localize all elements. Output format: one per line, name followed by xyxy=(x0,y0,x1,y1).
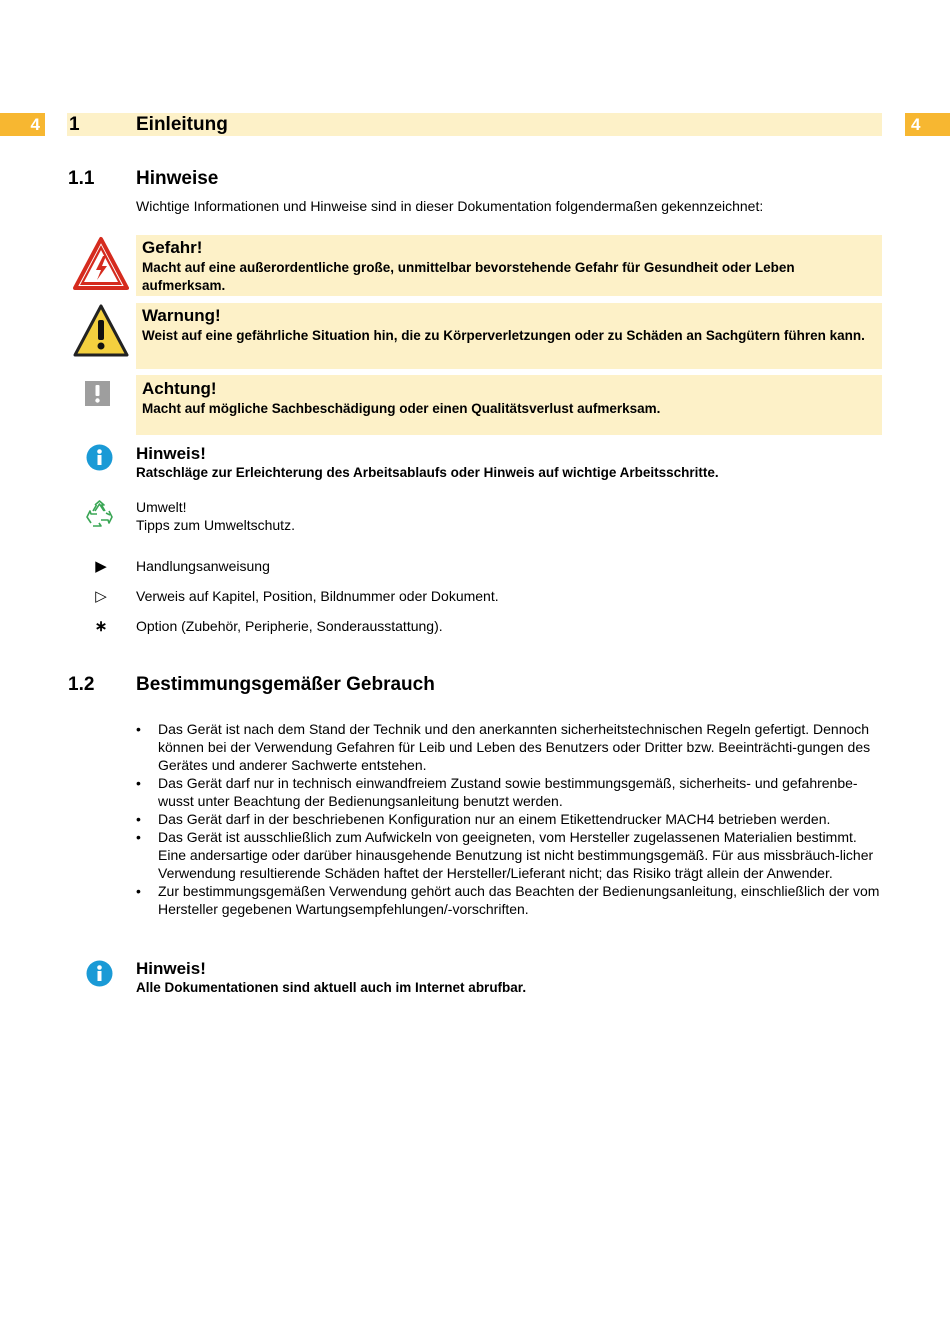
chapter-number: 1 xyxy=(69,114,80,135)
list-item xyxy=(136,774,886,810)
list-item xyxy=(136,720,886,774)
danger-notice xyxy=(136,235,882,296)
section-1-1-number: 1.1 xyxy=(68,168,95,189)
caution-notice xyxy=(136,375,882,435)
danger-title: Gefahr! xyxy=(142,238,203,257)
info-icon xyxy=(86,960,113,992)
page-number-left-text: 4 xyxy=(30,115,40,134)
warning-icon xyxy=(73,303,129,364)
chapter-header xyxy=(67,113,882,136)
caution-body: Macht auf mögliche Sachbeschädigung oder einen Qualitätsverlust aufmerksam. xyxy=(142,401,661,416)
action-arrow-icon: ▶ xyxy=(95,558,107,575)
warning-notice xyxy=(136,303,882,369)
option-asterisk-icon: ∗ xyxy=(94,618,108,635)
list-item xyxy=(136,828,886,882)
bullet-glyph: • xyxy=(136,721,141,737)
environment-body: Tipps zum Umweltschutz. xyxy=(136,517,295,533)
danger-electric-icon xyxy=(73,236,129,297)
final-note-title: Hinweis! xyxy=(136,959,206,978)
reference-arrow-icon: ▷ xyxy=(95,588,107,605)
page-number-right xyxy=(905,113,950,136)
danger-body: Macht auf eine außerordentliche große, unmittelbar bevorstehende Gefahr für Gesundheit oder Leben aufmerksam. xyxy=(142,260,795,293)
final-note-body: Alle Dokumentationen sind aktuell auch im Internet abrufbar. xyxy=(136,980,527,995)
caution-icon xyxy=(85,381,110,406)
symbol-label-reference: Verweis auf Kapitel, Position, Bildnummer oder Dokument. xyxy=(136,588,499,604)
symbol-label-action: Handlungsanweisung xyxy=(136,558,270,574)
section-1-2-title: Bestimmungsgemäßer Gebrauch xyxy=(136,674,435,695)
bullet-glyph: • xyxy=(136,829,141,845)
section-1-1-intro: Wichtige Informationen und Hinweise sind in dieser Dokumentation folgendermaßen gekennzeichnet: xyxy=(136,198,764,214)
page-number-right-text: 4 xyxy=(911,115,921,134)
bullet-glyph: • xyxy=(136,883,141,899)
symbol-label-option: Option (Zubehör, Peripherie, Sonderausstattung). xyxy=(136,618,443,634)
note-title: Hinweis! xyxy=(136,444,206,463)
list-item-text: Zur bestimmungsgemäßen Verwendung gehört auch das Beachten der Bedienungsanleitung, einschließlich der vom Hersteller gegebenen Wartungsempfehlungen/-vorschriften. xyxy=(158,883,880,917)
bullet-glyph: • xyxy=(136,775,141,791)
usage-bullet-list xyxy=(136,720,886,918)
section-1-2-number: 1.2 xyxy=(68,674,95,695)
chapter-title: Einleitung xyxy=(136,114,228,135)
caution-title: Achtung! xyxy=(142,379,217,398)
list-item-text: Das Gerät darf in der beschriebenen Konfiguration nur an einem Etikettendrucker MACH4 betrieben werden. xyxy=(158,811,831,827)
section-1-1-title: Hinweise xyxy=(136,168,219,189)
bullet-glyph: • xyxy=(136,811,141,827)
recycle-icon xyxy=(84,499,115,535)
environment-title: Umwelt! xyxy=(136,499,187,515)
warning-title: Warnung! xyxy=(142,306,221,325)
list-item-text: Das Gerät ist ausschließlich zum Aufwickeln von geeigneten, vom Hersteller zugelassenen Materialien bestimmt. Eine andersartige oder darüber hinausgehende Benutzung ist nicht bestimmungsgemäß. Für aus missbräuch-licher Verwendung resultierende Schäden haftet der Hersteller/Lieferant nicht; das Risiko trägt allein der Anwender. xyxy=(158,829,874,881)
warning-body: Weist auf eine gefährliche Situation hin, die zu Körperverletzungen oder zu Schäden an Sachgütern führen kann. xyxy=(142,328,865,343)
list-item-text: Das Gerät darf nur in technisch einwandfreiem Zustand sowie bestimmungsgemäß, sicherheits- und gefahrenbe-wusst unter Beachtung der Bedienungsanleitung benutzt werden. xyxy=(158,775,858,809)
page-number-left xyxy=(0,113,45,136)
list-item xyxy=(136,882,886,918)
note-body: Ratschläge zur Erleichterung des Arbeitsablaufs oder Hinweis auf wichtige Arbeitsschritte. xyxy=(136,465,719,480)
list-item-text: Das Gerät ist nach dem Stand der Technik und den anerkannten sicherheitstechnischen Regeln gefertigt. Dennoch können bei der Verwendung Gefahren für Leib und Leben des Benutzers oder Dritter bzw. Beeinträchti-gungen des Gerätes und anderer Sachwerte entstehen. xyxy=(158,721,871,773)
list-item xyxy=(136,810,886,828)
info-icon xyxy=(86,444,113,476)
